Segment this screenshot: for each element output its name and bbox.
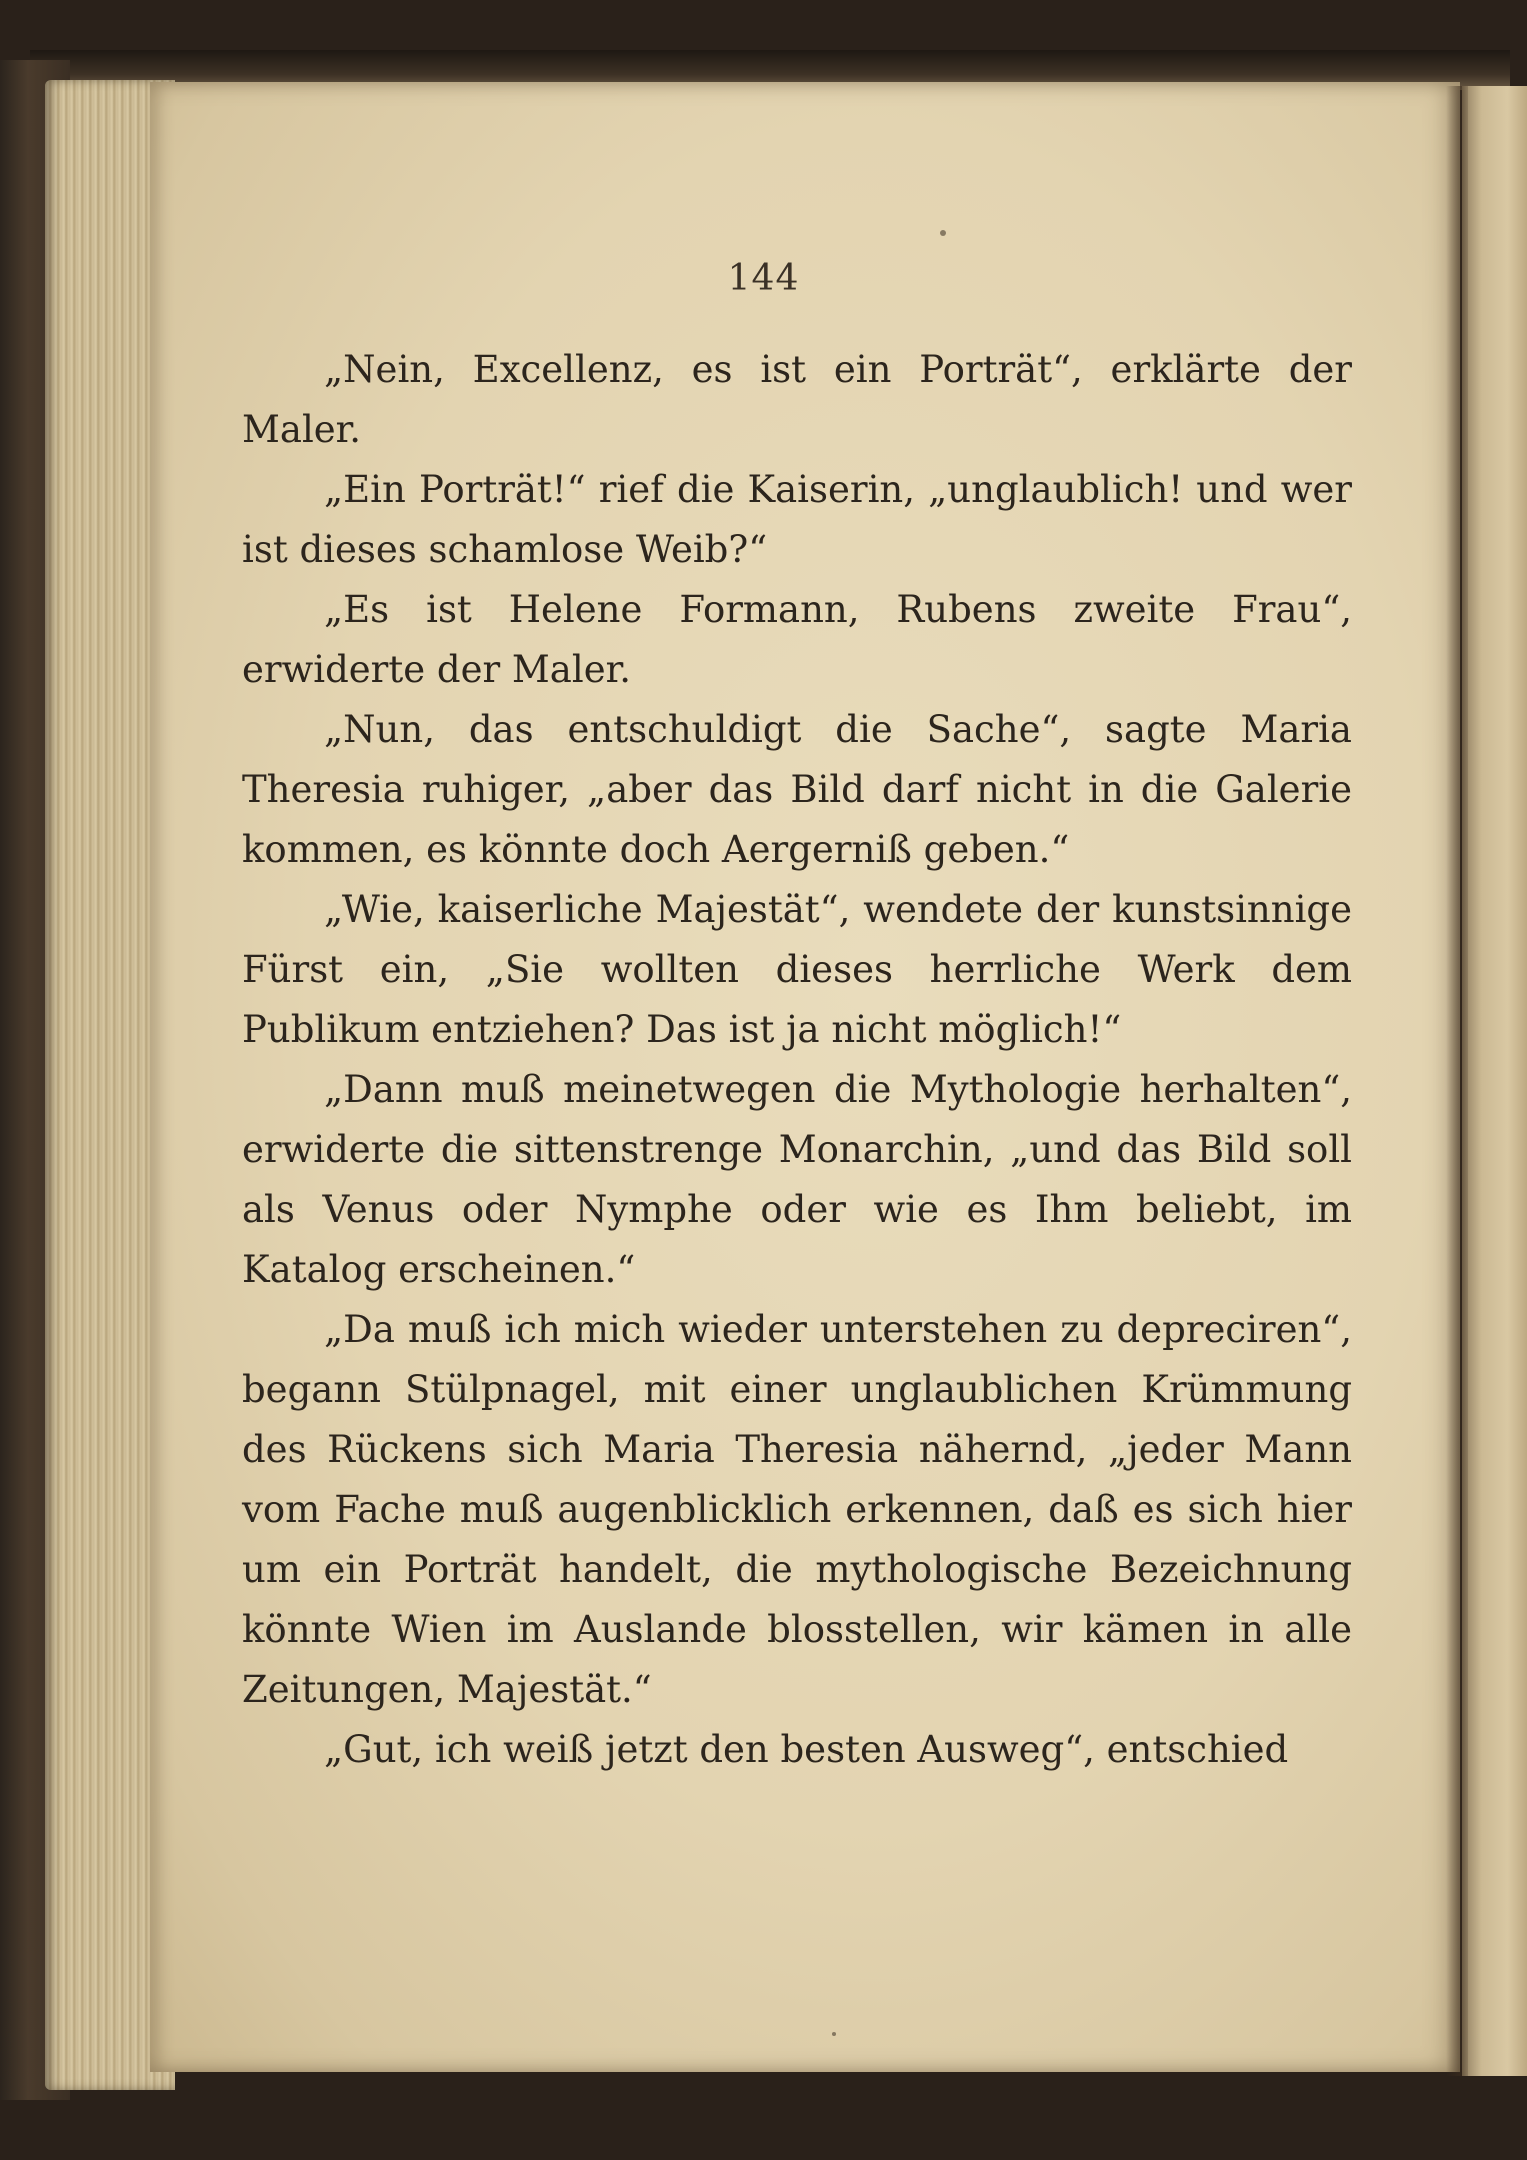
paragraph: „Wie, kaiserliche Majestät“, wendete der kunstsinnige Fürst ein, „Sie wollten dieses herrliche Werk dem Publikum entziehen? Das ist ja nicht möglich!“ (242, 888, 1352, 1051)
body-text (242, 340, 1352, 1780)
facing-page-edge (1462, 86, 1527, 2076)
paragraph: „Nun, das entschuldigt die Sache“, sagte Maria Theresia ruhiger, „aber das Bild darf nicht in die Galerie kommen, es könnte doch Aergerniß geben.“ (242, 708, 1352, 871)
paper-speck (832, 2032, 836, 2036)
page-number: 144 (727, 258, 800, 299)
paper-speck (940, 230, 946, 236)
paragraph: „Dann muß meinetwegen die Mythologie herhalten“, erwiderte die sittenstrenge Monarchin, „und das Bild soll als Venus oder Nymphe oder wie es Ihm beliebt, im Katalog erscheinen.“ (242, 1068, 1352, 1291)
paragraph: „Da muß ich mich wieder unterstehen zu depreciren“, begann Stülpnagel, mit einer unglaublichen Krümmung des Rückens sich Maria Theresia nähernd, „jeder Mann vom Fache muß augenblicklich erkennen, daß es sich hier um ein Porträt handelt, die mythologische Bezeichnung könnte Wien im Auslande blosstellen, wir kämen in alle Zeitungen, Majestät.“ (242, 1308, 1352, 1711)
paragraph: „Ein Porträt!“ rief die Kaiserin, „unglaublich! und wer ist dieses schamlose Weib?“ (242, 468, 1352, 571)
paragraph: „Nein, Excellenz, es ist ein Porträt“, erklärte der Maler. (242, 348, 1352, 451)
paragraph: „Gut, ich weiß jetzt den besten Ausweg“, entschied (324, 1728, 1289, 1771)
paragraph: „Es ist Helene Formann, Rubens zweite Frau“, erwiderte der Maler. (242, 588, 1352, 691)
page-gutter-shadow (1446, 86, 1468, 2076)
